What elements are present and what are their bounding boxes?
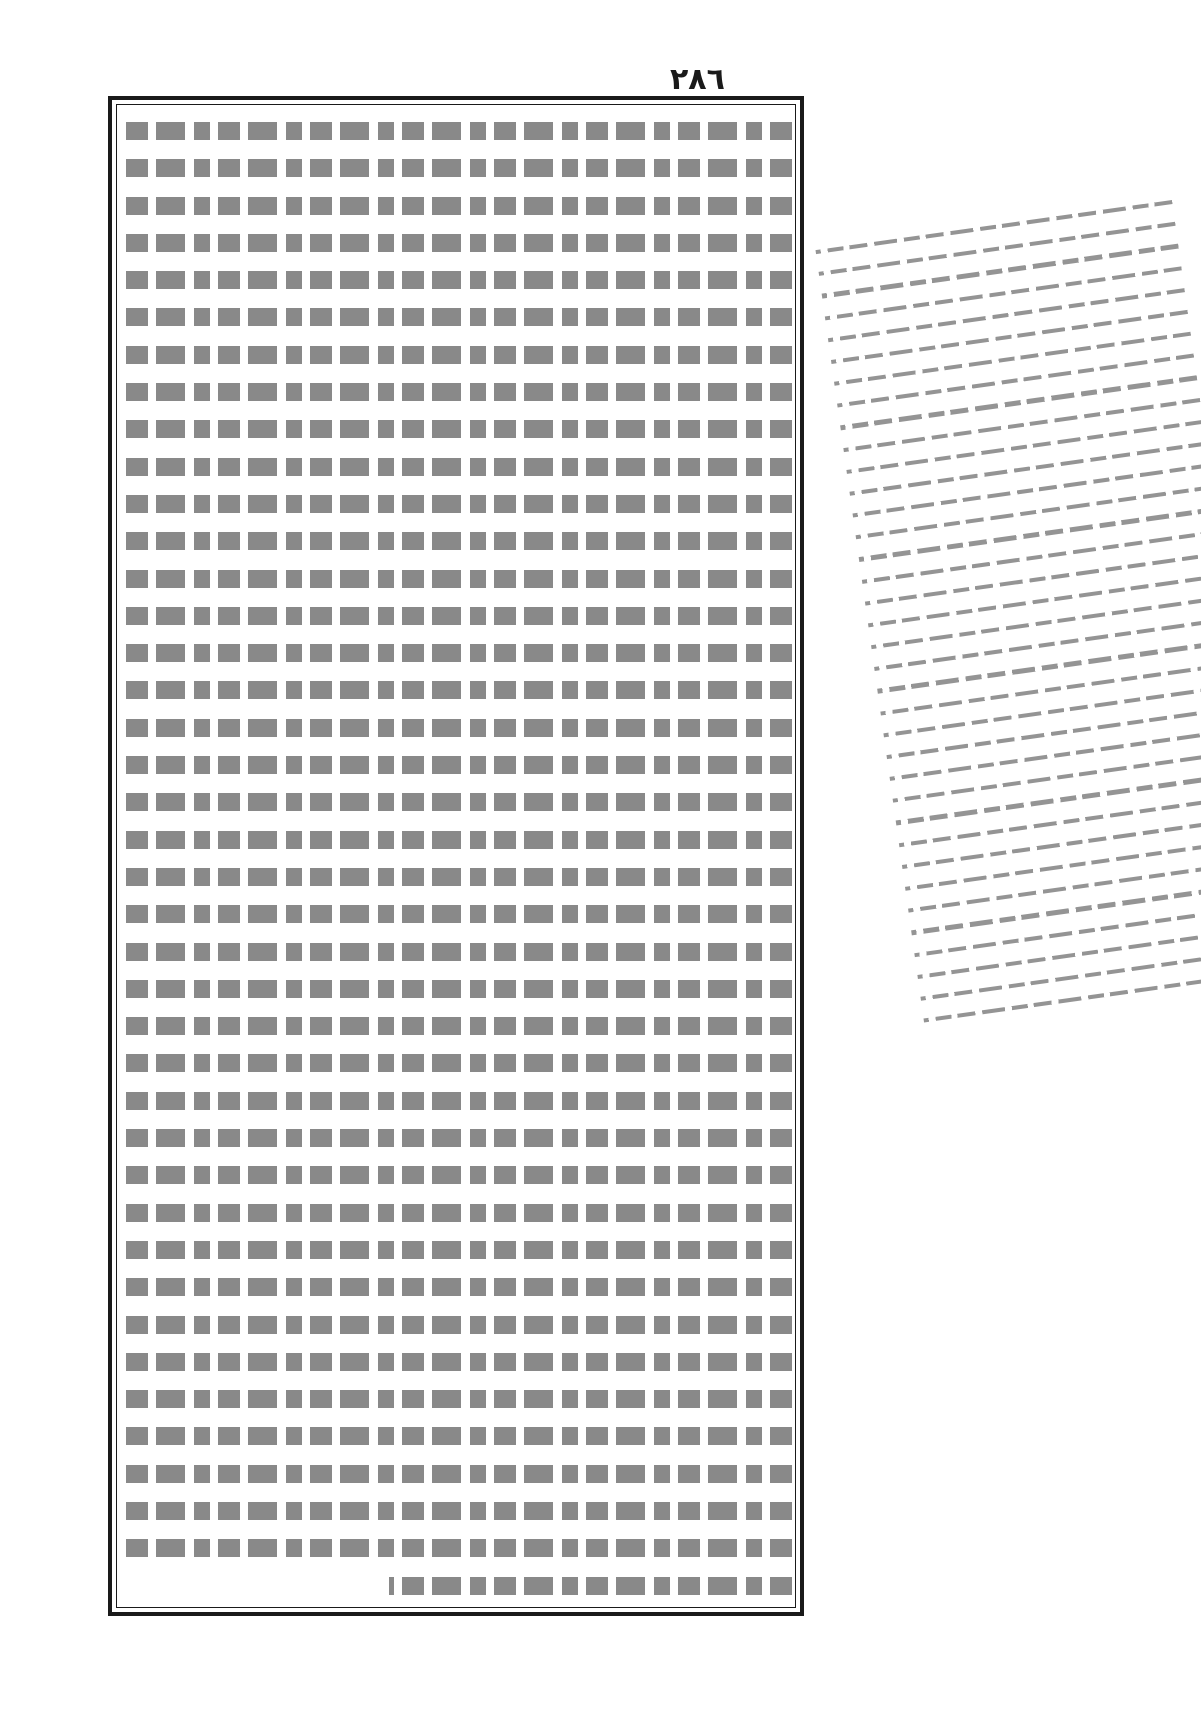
- main-text-line: [120, 1042, 792, 1079]
- main-text-line: [120, 334, 792, 371]
- main-text-line: [120, 296, 792, 333]
- main-text-line: [120, 632, 792, 669]
- main-text-line: [389, 1565, 792, 1602]
- main-text-frame: [108, 96, 804, 1616]
- main-text-line: [120, 1378, 792, 1415]
- margin-notes: [816, 200, 1201, 1023]
- main-text-line: [120, 1341, 792, 1378]
- margin-note-line: [819, 222, 1176, 276]
- main-text-line: [120, 1005, 792, 1042]
- main-text-line: [120, 1453, 792, 1490]
- margin-note-line: [853, 463, 1201, 517]
- margin-note-line: [834, 332, 1191, 386]
- margin-note-line: [846, 420, 1201, 474]
- main-text-line: [120, 968, 792, 1005]
- main-text-line: [120, 707, 792, 744]
- main-text-line: [120, 1490, 792, 1527]
- main-text-line: [120, 446, 792, 483]
- main-text-line: [120, 222, 792, 259]
- main-text-line: [120, 110, 792, 147]
- margin-note-line: [825, 266, 1182, 320]
- main-text-line: [120, 1266, 792, 1303]
- margin-note-line: [828, 288, 1185, 342]
- main-text-line: [120, 1080, 792, 1117]
- margin-note-line: [840, 376, 1197, 430]
- main-text-line: [120, 669, 792, 706]
- main-text-line: [120, 147, 792, 184]
- main-text-line: [120, 856, 792, 893]
- main-text-line: [120, 744, 792, 781]
- margin-note-line: [859, 507, 1201, 561]
- main-text-line: [120, 1229, 792, 1266]
- main-text-line: [120, 1527, 792, 1564]
- margin-note-line: [822, 244, 1179, 298]
- main-text-line: [120, 483, 792, 520]
- margin-note-line: [843, 398, 1200, 452]
- main-text-body: [120, 110, 792, 1602]
- margin-note-line: [862, 529, 1201, 583]
- margin-note-line: [837, 354, 1194, 408]
- main-text-line: [120, 819, 792, 856]
- main-text-line: [120, 520, 792, 557]
- margin-note-line: [856, 485, 1201, 539]
- main-text-line: [120, 931, 792, 968]
- main-text-line: [120, 1154, 792, 1191]
- page-number: ٢٨٦: [670, 62, 725, 97]
- main-text-line: [120, 371, 792, 408]
- main-text-line: [120, 781, 792, 818]
- main-text-line: [120, 558, 792, 595]
- main-text-line: [120, 1192, 792, 1229]
- main-text-line: [120, 1304, 792, 1341]
- main-text-line: [120, 185, 792, 222]
- main-text-line: [120, 1117, 792, 1154]
- main-text-line: [120, 259, 792, 296]
- main-text-line: [120, 1415, 792, 1452]
- margin-note-line: [816, 200, 1173, 254]
- margin-note-line: [849, 442, 1201, 496]
- main-text-line: [120, 408, 792, 445]
- margin-note-line: [831, 310, 1188, 364]
- main-text-line: [120, 893, 792, 930]
- main-text-line: [120, 595, 792, 632]
